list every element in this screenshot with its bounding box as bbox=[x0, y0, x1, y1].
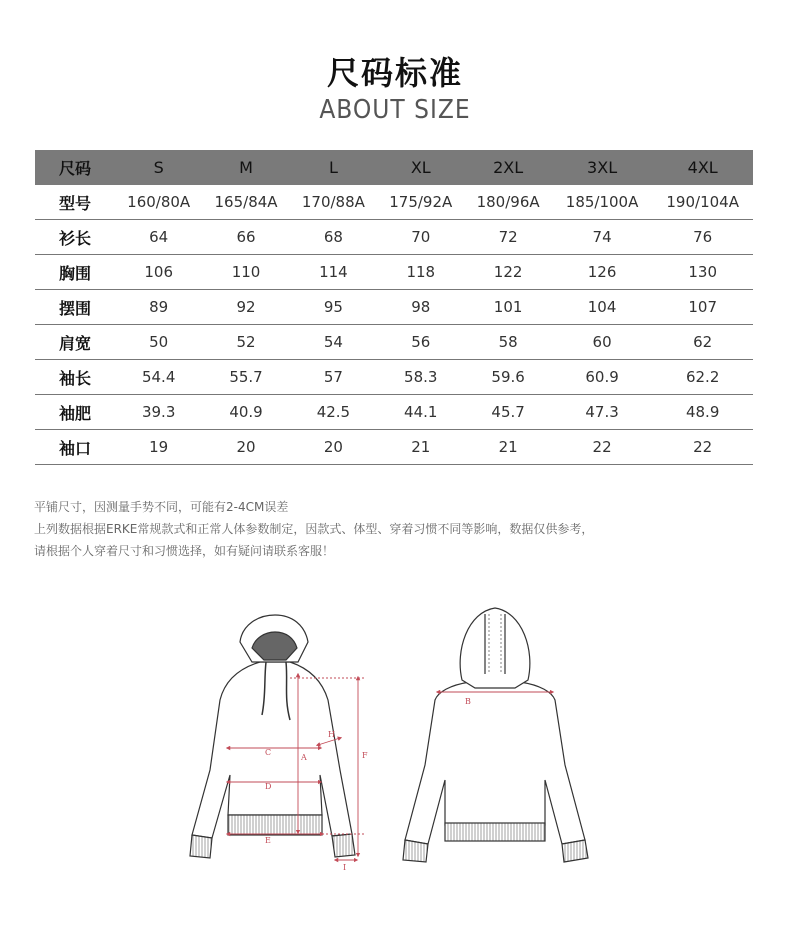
size-value-cell: 39.3 bbox=[115, 395, 202, 430]
header-cell: 尺码 bbox=[35, 150, 115, 185]
size-value-cell: 89 bbox=[115, 290, 202, 325]
row-label: 胸围 bbox=[35, 255, 115, 290]
size-value-cell: 101 bbox=[464, 290, 551, 325]
size-value-cell: 130 bbox=[652, 255, 753, 290]
size-value-cell: 58.3 bbox=[377, 360, 464, 395]
size-value-cell: 22 bbox=[552, 430, 653, 465]
size-value-cell: 52 bbox=[202, 325, 289, 360]
size-value-cell: 21 bbox=[464, 430, 551, 465]
size-value-cell: 64 bbox=[115, 220, 202, 255]
size-table-row bbox=[35, 220, 753, 255]
size-value-cell: 114 bbox=[290, 255, 377, 290]
size-value-cell: 180/96A bbox=[464, 185, 551, 220]
size-value-cell: 20 bbox=[290, 430, 377, 465]
size-value-cell: 98 bbox=[377, 290, 464, 325]
size-value-cell: 60.9 bbox=[552, 360, 653, 395]
note-line: 上列数据根据ERKE常规款式和正常人体参数制定，因款式、体型、穿着习惯不同等影响，数据仅供参考， bbox=[34, 522, 594, 536]
size-value-cell: 122 bbox=[464, 255, 551, 290]
size-value-cell: 74 bbox=[552, 220, 653, 255]
measure-label-f: F bbox=[362, 751, 368, 760]
size-table-row bbox=[35, 255, 753, 290]
size-value-cell: 60 bbox=[552, 325, 653, 360]
measure-label-a: A bbox=[301, 753, 307, 762]
header-cell: XL bbox=[377, 150, 464, 185]
measure-label-d: D bbox=[265, 782, 272, 791]
size-table-row bbox=[35, 395, 753, 430]
size-value-cell: 68 bbox=[290, 220, 377, 255]
size-value-cell: 72 bbox=[464, 220, 551, 255]
size-value-cell: 55.7 bbox=[202, 360, 289, 395]
header-cell: 3XL bbox=[552, 150, 653, 185]
measure-label-c: C bbox=[265, 748, 272, 757]
size-value-cell: 58 bbox=[464, 325, 551, 360]
size-table-row bbox=[35, 325, 753, 360]
size-value-cell: 62.2 bbox=[652, 360, 753, 395]
size-value-cell: 92 bbox=[202, 290, 289, 325]
size-value-cell: 110 bbox=[202, 255, 289, 290]
size-value-cell: 54.4 bbox=[115, 360, 202, 395]
size-value-cell: 45.7 bbox=[464, 395, 551, 430]
row-label: 袖肥 bbox=[35, 395, 115, 430]
size-value-cell: 160/80A bbox=[115, 185, 202, 220]
size-value-cell: 106 bbox=[115, 255, 202, 290]
size-table-row bbox=[35, 430, 753, 465]
size-value-cell: 126 bbox=[552, 255, 653, 290]
size-value-cell: 165/84A bbox=[202, 185, 289, 220]
size-value-cell: 54 bbox=[290, 325, 377, 360]
size-value-cell: 50 bbox=[115, 325, 202, 360]
size-header-row bbox=[35, 150, 753, 185]
note-line: 请根据个人穿着尺寸和习惯选择，如有疑问请联系客服！ bbox=[34, 544, 335, 558]
size-value-cell: 57 bbox=[290, 360, 377, 395]
size-value-cell: 44.1 bbox=[377, 395, 464, 430]
size-value-cell: 19 bbox=[115, 430, 202, 465]
page-subtitle: ABOUT SIZE bbox=[319, 95, 471, 125]
row-label: 袖口 bbox=[35, 430, 115, 465]
measure-label-e: E bbox=[265, 836, 271, 845]
size-value-cell: 107 bbox=[652, 290, 753, 325]
size-table-row bbox=[35, 360, 753, 395]
size-notes bbox=[34, 496, 593, 562]
size-value-cell: 185/100A bbox=[552, 185, 653, 220]
size-value-cell: 190/104A bbox=[652, 185, 753, 220]
hoodie-back-outline bbox=[403, 608, 588, 862]
size-value-cell: 70 bbox=[377, 220, 464, 255]
row-label: 摆围 bbox=[35, 290, 115, 325]
size-value-cell: 40.9 bbox=[202, 395, 289, 430]
size-value-cell: 104 bbox=[552, 290, 653, 325]
row-label: 衫长 bbox=[35, 220, 115, 255]
size-value-cell: 95 bbox=[290, 290, 377, 325]
header-cell: L bbox=[290, 150, 377, 185]
size-value-cell: 22 bbox=[652, 430, 753, 465]
size-value-cell: 62 bbox=[652, 325, 753, 360]
header-cell: 4XL bbox=[652, 150, 753, 185]
size-value-cell: 170/88A bbox=[290, 185, 377, 220]
size-table bbox=[35, 150, 753, 465]
size-value-cell: 118 bbox=[377, 255, 464, 290]
size-table-row bbox=[35, 185, 753, 220]
note-line: 平铺尺寸，因测量手势不同，可能有2-4CM误差 bbox=[34, 500, 289, 514]
row-label: 肩宽 bbox=[35, 325, 115, 360]
hoodie-measurement-diagram bbox=[180, 600, 610, 875]
measure-label-h: H bbox=[328, 730, 335, 739]
page-title: 尺码标准 bbox=[326, 54, 463, 92]
header-cell: 2XL bbox=[464, 150, 551, 185]
header-cell: M bbox=[202, 150, 289, 185]
size-value-cell: 76 bbox=[652, 220, 753, 255]
size-value-cell: 20 bbox=[202, 430, 289, 465]
header-cell: S bbox=[115, 150, 202, 185]
row-label: 型号 bbox=[35, 185, 115, 220]
row-label: 袖长 bbox=[35, 360, 115, 395]
size-value-cell: 56 bbox=[377, 325, 464, 360]
size-value-cell: 66 bbox=[202, 220, 289, 255]
size-value-cell: 47.3 bbox=[552, 395, 653, 430]
measure-label-b: B bbox=[465, 697, 471, 706]
measure-label-i: I bbox=[343, 863, 347, 872]
size-value-cell: 48.9 bbox=[652, 395, 753, 430]
size-value-cell: 59.6 bbox=[464, 360, 551, 395]
size-table-row bbox=[35, 290, 753, 325]
size-value-cell: 21 bbox=[377, 430, 464, 465]
size-value-cell: 42.5 bbox=[290, 395, 377, 430]
size-value-cell: 175/92A bbox=[377, 185, 464, 220]
